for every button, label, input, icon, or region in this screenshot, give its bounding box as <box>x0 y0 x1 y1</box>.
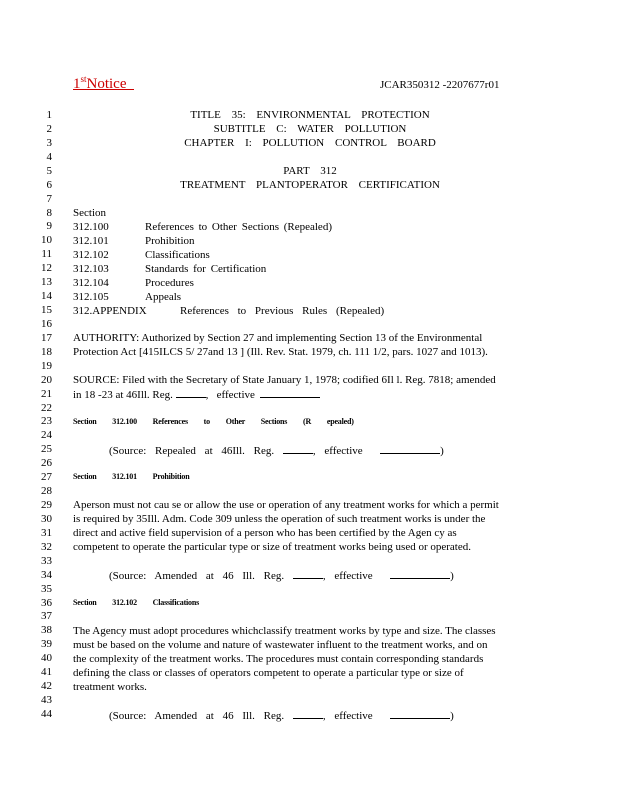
note-text: (Source: Amended at 46 Ill. Reg. <box>109 710 285 722</box>
blank-line <box>293 708 323 719</box>
line-number: 42 <box>41 680 52 692</box>
note-close: ) <box>450 710 454 722</box>
note-text: (Source: Repealed at 46Ill. Reg. <box>109 445 275 457</box>
blank-line <box>390 708 450 719</box>
blank-line <box>283 443 313 454</box>
line-number: 3 <box>46 137 52 149</box>
line-number: 12 <box>41 262 52 274</box>
line-number: 25 <box>41 443 52 455</box>
source-note <box>109 568 454 583</box>
toc-number: 312.104 <box>73 277 109 289</box>
body-line: The Agency must adopt procedures whichclassify treatment works by type and size. The classes <box>73 625 496 637</box>
blank-line <box>390 568 450 579</box>
line-number: 30 <box>41 513 52 525</box>
source-line: SOURCE: Filed with the Secretary of State January 1, 1978; codified 6Il l. Reg. 7818; amended <box>73 374 496 386</box>
toc-number: 312.102 <box>73 249 109 261</box>
line-number: 26 <box>41 457 52 469</box>
authority-line: AUTHORITY: Authorized by Section 27 and implementing Section 13 of the Environmental <box>73 332 483 344</box>
body-line: treatment works. <box>73 681 147 693</box>
line-number: 36 <box>41 597 52 609</box>
line-number: 8 <box>46 207 52 219</box>
line-number: 28 <box>41 485 52 497</box>
source-note <box>109 708 454 723</box>
blank-line <box>260 387 320 398</box>
line-number: 5 <box>46 165 52 177</box>
line-number: 29 <box>41 499 52 511</box>
line-number: 41 <box>41 666 52 678</box>
blank-line <box>176 387 206 398</box>
line-number: 15 <box>41 304 52 316</box>
line-number: 6 <box>46 179 52 191</box>
toc-number: 312.103 <box>73 263 109 275</box>
notice-label <box>73 74 134 93</box>
document-id: JCAR350312 -2207677r01 <box>380 79 500 91</box>
line-number: 18 <box>41 346 52 358</box>
note-text: (Source: Amended at 46 Ill. Reg. <box>109 570 285 582</box>
toc-title: Classifications <box>145 249 210 261</box>
line-number: 7 <box>46 193 52 205</box>
line-number: 13 <box>41 276 52 288</box>
title-line: TITLE 35: ENVIRONMENTAL PROTECTION <box>190 109 430 121</box>
toc-number: 312.100 <box>73 221 109 233</box>
line-number: 2 <box>46 123 52 135</box>
subtitle-line: SUBTITLE C: WATER POLLUTION <box>213 123 407 135</box>
section-heading: Section 312.102 Classifications <box>73 598 200 607</box>
line-number: 9 <box>46 220 52 232</box>
line-number: 38 <box>41 624 52 636</box>
line-number: 33 <box>41 555 52 567</box>
line-number: 11 <box>41 248 52 260</box>
line-number: 44 <box>41 708 52 720</box>
line-number: 40 <box>41 652 52 664</box>
line-number: 16 <box>41 318 52 330</box>
line-number: 4 <box>46 151 52 163</box>
line-number: 35 <box>41 583 52 595</box>
line-number: 19 <box>41 360 52 372</box>
source-line: in 18 -23 at 46Ill. Reg. , effective <box>73 387 320 402</box>
note-close: ) <box>440 445 444 457</box>
line-number: 23 <box>41 415 52 427</box>
line-number: 1 <box>46 109 52 121</box>
note-effective: , effective <box>312 445 363 457</box>
toc-title: Procedures <box>145 277 194 289</box>
authority-line: Protection Act [415ILCS 5/ 27and 13 ] (Ill. Rev. Stat. 1979, ch. 111 1/2, pars. 1027 and 1013). <box>73 346 488 358</box>
toc-number: 312.101 <box>73 235 109 247</box>
body-line: the complexity of the treatment works. The procedures must contain corresponding standards <box>73 653 484 665</box>
notice-word: Notice <box>86 76 127 92</box>
line-number: 39 <box>41 638 52 650</box>
line-number: 43 <box>41 694 52 706</box>
line-number: 32 <box>41 541 52 553</box>
notice-ordinal: st <box>80 74 87 84</box>
toc-title: Appeals <box>145 291 182 303</box>
line-number: 20 <box>41 374 52 386</box>
body-line: competent to operate the particular type or size of treatment works being used or operated. <box>73 541 471 553</box>
blank-line <box>293 568 323 579</box>
line-number: 14 <box>41 290 52 302</box>
part-line: PART 312 <box>283 165 337 177</box>
line-number: 21 <box>41 388 52 400</box>
source-note <box>109 443 444 458</box>
body-line: must be based on the volume and nature of wastewater influent to the treatment works, and on <box>73 639 488 651</box>
body-line: Aperson must not cau se or allow the use or operation of any treatment works for which a permit <box>73 499 499 511</box>
chapter-line: CHAPTER I: POLLUTION CONTROL BOARD <box>184 137 436 149</box>
line-number: 10 <box>41 234 52 246</box>
source-effective: effective <box>216 389 255 401</box>
line-number: 27 <box>41 471 52 483</box>
part-name-line: TREATMENT PLANTOPERATOR CERTIFICATION <box>180 179 440 191</box>
toc-number: 312.105 <box>73 291 109 303</box>
note-effective: , effective <box>322 570 373 582</box>
line-number: 37 <box>41 610 52 622</box>
body-line: defining the class or classes of operators competent to operate a particular type or size of <box>73 667 464 679</box>
toc-number: 312.APPENDIX <box>73 305 147 317</box>
toc-title: Standards for Certification <box>145 263 267 275</box>
toc-heading: Section <box>73 207 106 219</box>
body-line: direct and active field supervision of a person who has been certified by the Agen cy as <box>73 527 457 539</box>
line-number: 31 <box>41 527 52 539</box>
line-number: 34 <box>41 569 52 581</box>
toc-title: References to Other Sections (Repealed) <box>145 221 332 233</box>
note-close: ) <box>450 570 454 582</box>
notice-number: 1 <box>73 76 81 92</box>
toc-title: Prohibition <box>145 235 195 247</box>
body-line: is required by 35Ill. Adm. Code 309 unless the operation of such treatment works is under the <box>73 513 486 525</box>
section-heading: Section 312.100 References to Other Sections (R epealed) <box>73 417 354 426</box>
line-number: 22 <box>41 402 52 414</box>
note-effective: , effective <box>322 710 373 722</box>
line-number: 24 <box>41 429 52 441</box>
source-text: in 18 -23 at 46Ill. Reg. <box>73 389 173 401</box>
section-heading: Section 312.101 Prohibition <box>73 472 190 481</box>
blank-line <box>380 443 440 454</box>
line-number: 17 <box>41 332 52 344</box>
toc-title: References to Previous Rules (Repealed) <box>180 305 385 317</box>
